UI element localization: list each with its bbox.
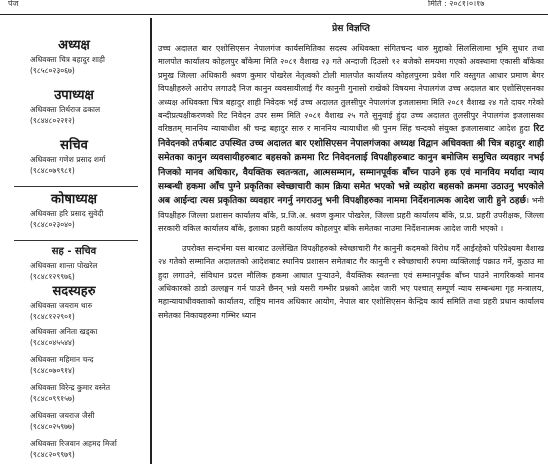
header-date-text: मिति : २०८१।०।१७	[428, 0, 485, 8]
member-name: अधिवक्ता जयराज जैसी	[30, 411, 95, 420]
officer-phone: (९८४४८०२२१२)	[30, 116, 75, 125]
member-name: अधिवक्ता विरेन्द्र कुमार वस्नेत	[30, 383, 111, 392]
paragraph-1-bold-order: रिट निवेदनको तर्फबाट उपस्थित उच्च अदालत बार एशोसिएसन नेपालगंजका अध्यक्ष विद्वान अधिवक्ता श्री चित्र बहादुर शाही समेतका कानुन व्यवसायीहरुबाट बहसको क्रममा रिट निवेदनलाई विपक्षीहरुबाट कानुन बमोजिम समुचित व्यवहार नभई निजको मानव अधिकार, वैयक्तिक स्वतन्त्रता, आत्मसम्मान, सम्मानपूर्वक बाँच्न पाउने हक एवं मानविय मर्यादा न्याय सम्बन्धी हकमा आँच पुग्ने प्रकृतिका स्वेच्छाचारी काम क्रिया समेत भएको भन्ने व्यहोरा बहसको क्रममा उठाउनु भएकोले अब आईन्दा त्यस प्रकृतिका व्यवहार नगर्नु नगराउनु भनी विपक्षीहरुका नाममा निर्देशनात्मक आदेश जारी हुने ठहर्छ	[158, 124, 544, 207]
member-phone: (९८४८२०९९७९)	[30, 450, 75, 459]
officer-phone: (९८४८१२९९७६)	[30, 272, 75, 281]
officer-title: कोषाध्यक्ष	[51, 192, 97, 207]
member-name: अधिवक्ता जयराम थारु	[30, 301, 93, 310]
paragraph-1	[158, 42, 544, 236]
officer-joint-secretary	[0, 244, 148, 282]
member-phone: (९८४८१२२९०१)	[30, 312, 75, 321]
divider	[14, 240, 138, 241]
officer-phone: (९८४८०२३०४०)	[30, 220, 75, 229]
officer-title: सचिव	[60, 138, 88, 153]
officer-title: अध्यक्ष	[58, 38, 90, 53]
officer-phone: (९८४८०७९९८१)	[30, 166, 75, 175]
officer-title: उपाध्यक्ष	[54, 88, 94, 103]
officer-president	[0, 38, 148, 76]
member-phone: (९८४८०४५५४४)	[30, 338, 75, 347]
paragraph-1-intro: उच्च अदालत बार एशोसिएसन नेपालगंज कार्यसमितिका सदस्य अधिवक्ता संगितचन्द थारु मुद्दाको सिलसिलामा भूमि सुधार तथा मालपोत कार्यालय कोहलपुर बाँकेमा मिति २०८१ वैशाख २३ गते अन्दाजी दिउसो १२ बजेको समयमा गएको अवस्थामा एकासी बाँकेका प्रमुख जिल्ला अधिकारी श्रवण कुमार पोखरेल नेतृत्वको टोली मालपोत कार्यालय कोहलपुरमा प्रवेश गरि वस्तुगत आधार प्रमाण बेगर विपक्षीहरुले आरोप लगाउदै निज कानुन व्यवसायीलाई गैर कानुनी गुनासो राखेको विषयमा नेपालगंज उच्च अदालत बार एशोसिएसनका अध्यक्ष अधिवक्ता चित्र बहादुर शाही निवेदक भई उच्च अदालत तुलसीपुर नेपालगंज इजलासमा मिति २०८१ वैशाख २४ गते दायर गरेको बन्दीप्रत्यक्षीकरणको रिट निवेदन उपर सम्म मिति २०८१ वैशाख २५ गते सुनुवाई हुंदा उच्च अदालत तुलसीपुर नेपालगंज इजलासका वरिष्ठतम् माननिय न्यायाधीश श्री चन्द्र बहादुर सारु र माननिय न्यायाधीश श्री पुनम सिंह चन्दको संयुक्त इजलासबाट आदेश हुदा	[158, 44, 544, 134]
officer-name: अधिवक्ता चित्र बहादुर शाही	[30, 55, 105, 64]
paragraph-2: उपरोक्त सन्दर्भमा यस बारबाट उल्लेखित विपक्षीहरुको स्वेच्छाचारी गैर कानुनी कदमको विरोध गर्दै आईरहेको परिप्रेक्ष्यमा वैशाख २४ गतेको सम्मानित अदालतको आदेशबाट स्थानिय प्रशासन समेतबाट गैर कानुनी र स्वेच्छाचारी रुपमा व्यक्तिलाई पक्राउ गर्ने, कुठाउ मा हुदा लगाउने, संविधान प्रदत्त मौलिक हकमा आघात पुऱ्याउने, वैयक्तिक स्वतन्त्ता एवं सम्मानपूर्वक बाँच्न पाउने नागरिकको मानव अधिकारको ठाडो उल्लङ्घन गर्न पाउने छैनन् भन्ने यसरी गम्भीर प्रश्नको आदेश जारी भए पश्चात् सम्पूर्ण न्याय सम्बन्धमा गृह मन्त्रालय, महान्यायाधीवक्ताको कार्यालय, राष्ट्रिय मानव अधिकार आयोग, नेपाल बार एशोसिएसन केन्द्रिय कार्य समिति तथा प्रहरी प्रधान कार्यालय समेतका निकायहरुमा गम्भिर ध्यान	[158, 243, 544, 320]
member-phone: (९८४८०७०९१४)	[30, 366, 75, 375]
officer-phone: (९८५८०२३०६७)	[30, 66, 75, 75]
page-header-strip	[0, 0, 548, 15]
officer-name: अधिवक्ता गणेश प्रसाद शर्मा	[30, 155, 106, 164]
member-phone: (९८४८०९९१५७)	[30, 394, 75, 403]
members-title: सदस्यहरु	[52, 284, 96, 299]
officer-secretary	[0, 138, 148, 176]
officer-name: अधिवक्ता तिर्थराज ढकाल	[30, 105, 101, 114]
paragraph-1-tail: । भनी विपक्षीहरु जिल्ला प्रशासन कार्यालय बाँके, प्र.जि.अ. श्रवण कुमार पोखरेल, जिल्ला प्रहरी कार्यालय बाँके, प्र.प्र. प्रहरी उपरीक्षक, जिल्ला सरकारी वकिल कार्यालय बाँके, इलाका प्रहरी कार्यालय कोहलपुर बाँके समेतका नाउमा निर्देशनात्मक आदेश जारी भएको ।	[158, 196, 544, 234]
members-section	[0, 284, 148, 460]
member-phone: (९८४८०२५९७७)	[30, 422, 75, 431]
member-name: अधिवक्ता रिजवान अहमद मिर्जा	[30, 439, 117, 448]
officer-name: अधिवक्ता शान्ता पोखरेल	[30, 261, 98, 270]
officer-treasurer	[0, 192, 148, 230]
press-release-body	[158, 18, 544, 464]
divider	[14, 186, 138, 187]
header-left-text: पेज	[8, 0, 19, 8]
office-bearers-sidebar	[0, 18, 152, 464]
officer-title: सह - सचिव	[51, 246, 97, 257]
member-name: अधिवक्ता महिमान चन्द	[30, 355, 94, 364]
press-release-title: प्रेस विज्ञप्ति	[332, 24, 370, 34]
officer-name: अधिवक्ता हरि प्रसाद सुवेदी	[30, 209, 104, 218]
member-name: अधिवक्ता अनिता खड्का	[30, 327, 98, 336]
officer-vice-president	[0, 88, 148, 126]
